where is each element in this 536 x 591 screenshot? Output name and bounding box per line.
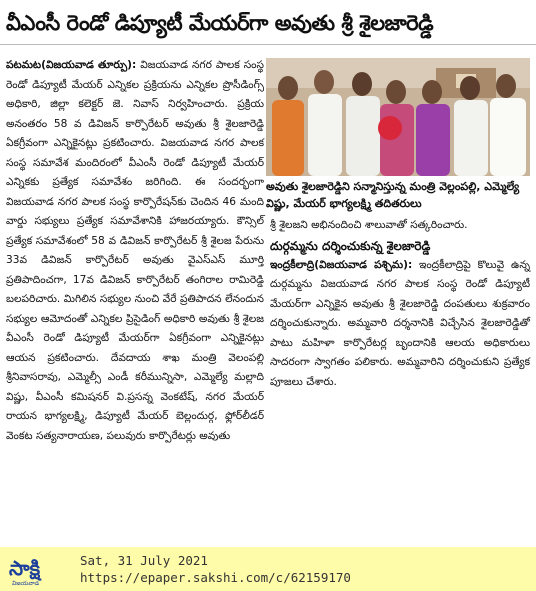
- photo-illustration: [266, 58, 530, 176]
- article-headline: వీఎంసీ రెండో డిప్యూటీ మేయర్‌గా అవుతు శ్రీ శైలజారెడ్డి: [6, 11, 434, 35]
- continuation-text: శ్రీ శైలజని అభినందించి శాలువాతో సత్కరించారు.: [270, 219, 468, 231]
- dateline: ఇంద్రకీలాద్రి(విజయవాడ పశ్చిమ):: [270, 258, 413, 271]
- left-column: [6, 56, 264, 446]
- publication-date: Sat, 31 July 2021: [80, 553, 208, 568]
- logo-text: సాక్షి: [9, 556, 41, 580]
- sub-headline: దుర్గమ్మను దర్శించుకున్న శైలజారెడ్డి: [270, 238, 431, 253]
- paragraph-text: విజయవాడ నగర పాలక సంస్థ రెండో డిప్యూటీ మేయర్ ఎన్నికల ప్రక్రియను ఎన్నికల ప్రొసీడింగ్స్ అధికారి, జిల్లా కలెక్టర్ జె. నివాస్ నిర్వహించారు. ప్రక్రియ అనంతరం 58 వ డివిజన్ కార్పొరేటర్ అవుతు శ్రీ శైలజారెడ్డి ఏకగ్రీవంగా ఎన్నికైనట్లు ప్రకటించారు. విజయవాడ నగర పాలక సంస్థ సమావేశ మందిరంలో వీఎంసీ రెండో డిప్యూటీ మేయర్ ఎన్నికకు ప్రత్యేక సమావేశం జరిగింది. ఈ సందర్భంగా విజయవాడ నగర పాలక సంస్థ కార్పొరేషన్‌కు చెందిన 46 మంది వార్డు సభ్యులు ప్రత్యేక సమావేశానికి హాజరయ్యారు. కౌన్సిల్ ప్రత్యేక సమావేశంలో 58 వ డివిజన్ కార్పొరేటర్ శ్రీ శైలజ పేరును 33వ డివిజన్ కార్పొరేటర్ అవుతు వైఎస్ఎస్ మూర్తి ప్రతిపాదించగా, 17వ డివిజన్ కార్పొరేటర్ తంగిరాల రామిరెడ్డి బలపరిచారు. మిగిలిన సభ్యుల నుంచి వేరే ప్రతిపాదన లేనందున సభ్యుల ఆమోదంతో ఎన్నికల ప్రిసైడింగ్ అధికారి అవుతు శ్రీ శైలజ వీఎంసీ రెండో డిప్యూటీ మేయర్‌గా ఏకగ్రీవంగా ఎన్నికైనట్లు ఆయన ప్రకటించారు. దేవదాయ శాఖ మంత్రి వెలంపల్లి శ్రీనివాసరావు, ఎమ్మెల్సీ ఎండీ కరీమున్నిసా, ఎమ్మెల్యే మల్లాది విష్ణు, వీఎంసీ కమిషనర్ వి.ప్రసన్న వెంకటేష్, నగర మేయర్ రాయన భాగ్యలక్ష్మి, డిప్యూటీ మేయర్ బెల్లందుర్గ, ఫ్లోర్‌లీడర్ వెంకట సత్యనారాయణ, పలువురు కార్పొరేటర్లు అవుతు: [6, 59, 264, 442]
- photo-caption: అవుతు శైలజారెడ్డిని సన్మానిస్తున్న మంత్రి వెల్లంపల్లి, ఎమ్మెల్యే విష్ణు, మేయర్ భాగ్యలక్ష్మి తదితరులు: [266, 178, 534, 212]
- dateline: పటమట(విజయవాడ తూర్పు):: [6, 59, 137, 71]
- epaper-link[interactable]: https://epaper.sakshi.com/c/62159170: [80, 570, 351, 585]
- article-body-paragraph: [270, 256, 530, 393]
- headline-divider: [0, 44, 536, 45]
- epaper-footer: [0, 547, 536, 591]
- article-body-paragraph: [6, 56, 264, 446]
- news-photo: [266, 58, 530, 176]
- paragraph-text: ఇంద్రకీలాద్రిపై కొలువై ఉన్న దుర్గమ్మను విజయవాడ నగర పాలక సంస్థ రెండో డిప్యూటీ మేయర్‌గా ఎన్నికైన అవుతు శ్రీ శైలజారెడ్డి దంపతులు శుక్రవారం దర్శించుకున్నారు. అమ్మవారి దర్శనానికి విచ్చేసిన శైలజారెడ్డితో పాటు మహిళా కార్పొరేటర్ల బృందానికి ఆలయ అధికారులు సాదరంగా స్వాగతం పలికారు. అమ్మవారిని దర్శించుకుని ప్రత్యేక పూజలు చేశారు.: [270, 258, 530, 388]
- sakshi-logo: [6, 550, 62, 588]
- right-column: [270, 216, 530, 392]
- logo-subtext: విజయవాడ: [12, 580, 40, 587]
